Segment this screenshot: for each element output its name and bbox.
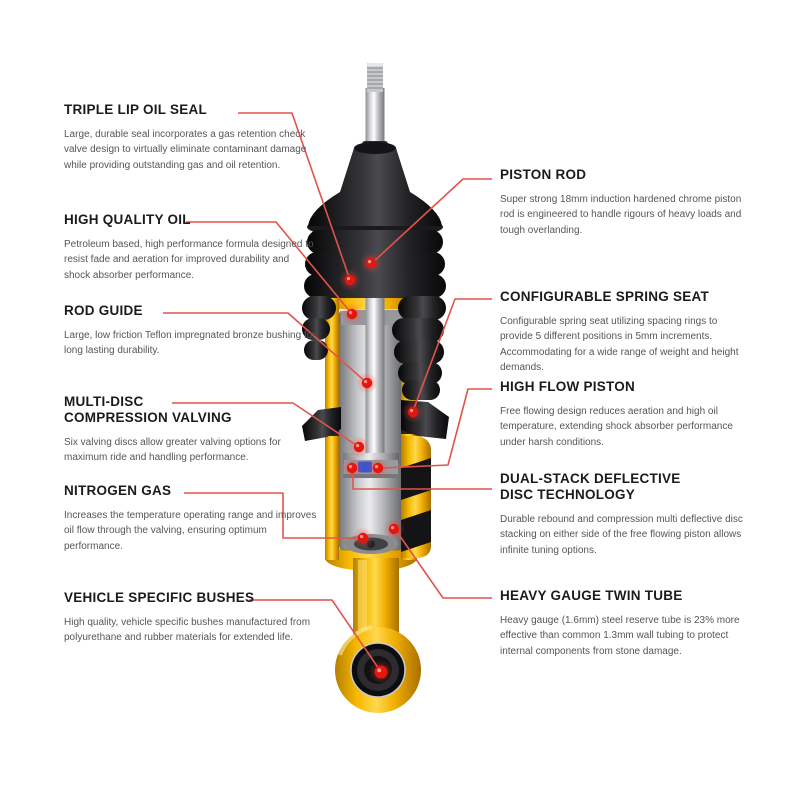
callout-description: Six valving discs allow greater valving options for maximum ride and handling performance.: [64, 436, 281, 464]
callout-description: Heavy gauge (1.6mm) steel reserve tube is 23% more effective than common 1.3mm wall tubing to protect internal components from stone damage.: [500, 614, 740, 657]
marker-dot-dual-stack: [341, 457, 363, 479]
callout-vehicle-specific-bushes: [64, 590, 317, 646]
callout-description: Configurable spring seat utilizing spacing rings to provide 5 different positions in 5mm increments. Accommodating for a wide range of weight and height demands.: [500, 315, 739, 374]
callout-triple-lip-oil-seal: [64, 102, 317, 173]
marker-dot-multi-disc: [348, 436, 370, 458]
callout-description: Free flowing design reduces aeration and high oil temperature, extending shock absorber performance under harsh conditions.: [500, 405, 733, 448]
callout-heavy-gauge-twin-tube: [500, 588, 750, 659]
callout-configurable-spring-seat: [500, 289, 750, 376]
callout-piston-rod: [500, 167, 750, 238]
callout-title: PISTON ROD: [500, 167, 587, 182]
callout-title: TRIPLE LIP OIL SEAL: [64, 102, 208, 117]
callout-description: Large, low friction Teflon impregnated bronze bushing for long lasting durability.: [64, 329, 316, 357]
callout-title: CONFIGURABLE SPRING SEAT: [500, 289, 710, 304]
callout-description: Durable rebound and compression multi deflective disc stacking on either side of the free flowing piston allows infinite tuning options.: [500, 513, 743, 556]
marker-dot-spring-seat: [402, 401, 424, 423]
callout-description: High quality, vehicle specific bushes manufactured from polyurethane and rubber materials for extended life.: [64, 616, 311, 644]
callout-title: HIGH FLOW PISTON: [500, 379, 635, 394]
marker-dot-high-quality-oil: [341, 303, 363, 325]
marker-dot-rod-guide: [356, 372, 378, 394]
callout-high-quality-oil: [64, 212, 317, 283]
callout-description: Increases the temperature operating range and improves oil flow through the valving, ensuring optimum performance.: [64, 509, 317, 552]
callout-title: NITROGEN GAS: [64, 483, 172, 498]
callout-title: ROD GUIDE: [64, 303, 143, 318]
callout-high-flow-piston: [500, 379, 750, 450]
callout-title: VEHICLE SPECIFIC BUSHES: [64, 590, 255, 605]
callout-description: Petroleum based, high performance formula designed to resist fade and aeration for improved durability and shock absorber performance.: [64, 238, 314, 281]
callout-rod-guide: [64, 303, 317, 359]
callout-multi-disc-compression-valving: [64, 394, 317, 466]
bump-stop-dome: [307, 142, 443, 238]
callout-title: HEAVY GAUGE TWIN TUBE: [500, 588, 683, 603]
lower-tube-and-eye: [335, 558, 421, 713]
marker-dot-nitrogen-gas: [352, 527, 374, 549]
callout-nitrogen-gas: [64, 483, 317, 554]
marker-dot-triple-lip-oil-seal: [339, 269, 361, 291]
callout-description: Large, durable seal incorporates a gas retention check valve design to virtually eliminate contaminant damage while providing outstanding gas and oil retention.: [64, 128, 307, 171]
callout-title: DUAL-STACK DEFLECTIVE DISC TECHNOLOGY: [500, 471, 681, 502]
marker-dot-heavy-gauge: [383, 518, 405, 540]
marker-dot-vehicle-bushes: [369, 660, 393, 684]
callout-dual-stack-deflective-disc: [500, 471, 750, 558]
callout-title: HIGH QUALITY OIL: [64, 212, 191, 227]
callout-title: MULTI-DISC COMPRESSION VALVING: [64, 394, 232, 425]
marker-dot-piston-rod: [360, 252, 382, 274]
marker-dot-high-flow-piston: [367, 457, 389, 479]
callout-description: Super strong 18mm induction hardened chrome piston rod is engineered to handle rigours of heavy loads and tough overlanding.: [500, 193, 742, 236]
